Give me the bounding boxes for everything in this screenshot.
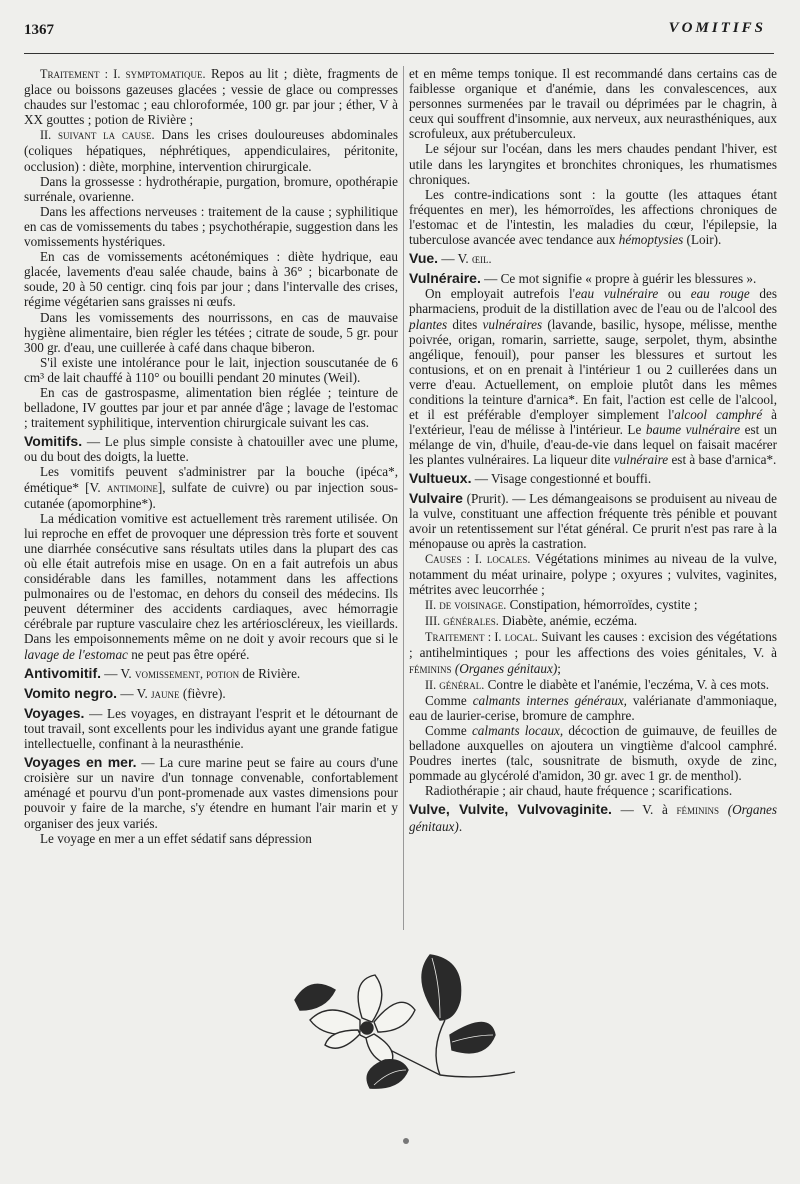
paragraph [409, 597, 777, 613]
text: ou [667, 286, 682, 302]
right-column [409, 66, 777, 834]
paragraph: et en même temps tonique. Il est recommandé dans certains cas de faiblesse organique et d'anémie, dans les convalescences, aux personnes surmenées par le travail ou déprimées par le chagrin, à ceux qui souffrent d'insomnie, aux nerveux, aux neurasthéniques, aux scrofuleux, aux prétuberculeux. [409, 66, 777, 142]
text: — V. [104, 665, 132, 681]
paragraph: Radiothérapie ; air chaud, haute fréquence ; scarifications. [425, 783, 733, 799]
italic-text: vulnéraires [482, 316, 543, 332]
italic-text: (Organes génitaux) [454, 660, 558, 676]
text: Constipation, hémorroïdes, cystite ; [509, 597, 698, 613]
italic-text: lavage de l'estomac [24, 646, 128, 662]
paragraph: Le voyage en mer a un effet sédatif sans dépression [40, 830, 312, 846]
text: à l'extérieur, l'eau de mélisse à l'intérieur. Le [409, 407, 777, 438]
section-label: II. général. [425, 677, 485, 692]
text: — V. [441, 251, 469, 267]
paragraph: Le séjour sur l'océan, dans les mers chaudes pendant l'hiver, est utile dans les laryngites et bronchites chroniques, les rhumatismes chroniques. [409, 141, 777, 187]
headword: Vomitifs. [24, 433, 83, 450]
leaf [367, 1060, 408, 1088]
running-head: VOMITIFS [668, 20, 766, 36]
text: Végétations minimes au niveau de la vulve, notamment du méat urinaire, polype ; oxyures ; vulvites, vaginites, métrites avec leucorrhée ; [409, 550, 777, 598]
text: — V. [120, 685, 148, 701]
text: La médication vomitive est actuellement très rarement utilisée. On lui reproche en effet de provoquer une dépression très forte et souvent une diarrhée consécutive sans résultats utiles dans la plupart des cas où elle était autrefois mise en usage. On en a fait autrefois un abus considérable dans les familles, notamment dans les affections pulmonaires ou de l'estomac, en dehors du conseil des médecins. Ils peuvent déterminer des accidents cardiaques, avec hémorragie cérébrale par rupture vasculaire chez les artérioscléreux, les vieillards. Dans les empoisonnements même on ne doit y avoir recours que si le [24, 510, 398, 647]
headword: Vulve, Vulvite, Vulvovaginite. [409, 801, 612, 818]
column-divider [403, 66, 404, 930]
left-column [24, 66, 398, 846]
paragraph-text: Dans les crises douloureuses abdominales (coliques hépatiques, néphrétiques, appendiculaires, péritonite, occlusion) : diète, morphine, intervention chirurgicale. [24, 127, 398, 174]
headword: Antivomitif. [24, 664, 101, 681]
headword: Vultueux. [409, 470, 472, 487]
flower-center [361, 1022, 373, 1034]
italic-text: plantes [409, 316, 448, 332]
text: de Rivière. [242, 665, 301, 681]
paragraph: Dans les vomissements des nourrissons, en cas de mauvaise hygiène alimentaire, bien régler les tétées ; citrate de soude, 5 gr. pour 300 gr. d'eau, une cuillerée à café dans chaque biberon. [24, 309, 398, 355]
paragraph [409, 723, 777, 783]
headword: Voyages en mer. [24, 754, 137, 771]
italic-text: eau vulnéraire [575, 286, 659, 302]
leaf [450, 1023, 495, 1053]
text: est un mélange de vin, d'huile, d'eau-de-vie dans lequel on faisait macérer les plantes vulnéraires. La liqueur dite [409, 422, 778, 468]
italic-text: vulnéraire [613, 452, 669, 468]
section-label: Causes : I. locales. [425, 551, 531, 566]
paragraph: Dans la grossesse : hydrothérapie, purgation, bromure, opothérapie surrénale, ovarienne. [24, 173, 398, 204]
paragraph [24, 127, 398, 173]
italic-text: (Organes génitaux) [409, 802, 778, 834]
italic-text: calmants locaux, [471, 722, 564, 738]
paragraph: Dans les affections nerveuses : traitement de la cause ; syphilitique en cas de vomissements du tabes ; psychothérapie, suggestion dans les vomissements hystériques. [24, 203, 398, 250]
petal [358, 975, 382, 1022]
section-label: II. de voisinage. [425, 598, 507, 613]
text: ], sulfate de cuivre) ou par injection sous-cutanée (apomorphine*). [24, 479, 399, 511]
text: ; [557, 660, 561, 676]
section-label: Traitement : I. local. [425, 630, 538, 645]
section-label: II. suivant la cause. [40, 128, 155, 143]
paragraph [409, 286, 777, 467]
entry-text: — La cure marine peut se faire au cours d'une croisière sur un navire d'un tonnage convenable, confortablement aménagé et pourvu d'un pont-promenade aux vastes dimensions pour pouvoir y faire de la marche, s'y étendre en humant l'air marin et y organiser des jeux variés. [24, 755, 398, 831]
floral-ornament-icon [290, 940, 520, 1090]
cross-reference: jaune [151, 686, 180, 701]
cross-reference: vomissement, potion [134, 666, 240, 681]
entry-text: — Visage congestionné et bouffi. [474, 471, 652, 487]
text: Comme [425, 692, 467, 708]
text: Les contre-indications sont : la goutte (les attaques étant fréquentes en mer), les hémorroïdes, les affections chroniques de l'estomac et de l'intestin, les maladies du cœur, l'épilepsie, la tuberculose avancée avec tendance aux [409, 186, 777, 248]
text: Diabète, anémie, eczéma. [502, 613, 638, 629]
text: Suivant les causes : excision des végétations ; antihelmintiques ; pour les affections des voies génitales, V. à [409, 629, 777, 661]
text: (fièvre). [182, 685, 226, 701]
paragraph: En cas de gastrospasme, alimentation bien réglée ; teinture de belladone, IV gouttes par jour et par année d'âge ; lavage de l'estomac ; traitement syphilitique, intervention chirurgicale suivant les cas. [24, 384, 398, 431]
entry-vomito-negro [24, 686, 398, 702]
paragraph [24, 511, 398, 662]
paragraph [409, 677, 777, 693]
paragraph [409, 629, 777, 676]
text: (lavande, basilic, hysope, mélisse, menthe poivrée, origan, romarin, sarriette, sauge, serpolet, thym, absinthe angélique, fenouil), pour panser les blessures et surtout les contusions, et on en prenait à l'intérieur 1 ou 2 cuillerées dans un verre d'eau. Actuellement, on emploie plutôt dans les mêmes conditions la teinture d'arnica*. En fait, l'action est celle de l'alcool, et il est préférable d'employer simplement l' [409, 316, 777, 423]
paragraph: S'il existe une intolérance pour le lait, injection souscutanée de 6 cm³ de lait chauffé à 110° ou bouilli pendant 20 minutes (Weil). [24, 354, 398, 385]
text: Les vomitifs peuvent s'administrer par la bouche (ipéca*, émétique* [V. [24, 464, 398, 495]
paragraph [24, 66, 398, 127]
headword: Vulnéraire. [409, 270, 481, 287]
text: (Loir). [686, 232, 722, 248]
text: On employait autrefois l' [425, 286, 576, 302]
entry-vulvaire [409, 491, 777, 551]
text: est à base d'arnica*. [671, 452, 777, 468]
cross-reference: œil. [472, 252, 492, 267]
text: valérianate d'ammoniaque, eau de laurier-cerise, bromure de camphre. [409, 692, 778, 723]
entry-voyages [24, 706, 398, 751]
headword: Vomito negro. [24, 684, 118, 701]
entry-antivomitif [24, 666, 398, 682]
section-label: Traitement : I. symptomatique. [40, 67, 206, 81]
text: . [458, 818, 463, 834]
entry-text: — Les voyages, en distrayant l'esprit et le détournant de tout travail, sont excellents pour les individus ayant une grande fatigue intellectuelle, confinant à la neurasthénie. [24, 705, 398, 752]
text: des pharmaciens, produit de la distillation avec de l'eau ou de l'alcool des [409, 286, 777, 317]
cross-reference: féminins [409, 661, 452, 676]
paragraph [24, 464, 398, 510]
header-rule [24, 53, 774, 54]
paragraph: En cas de vomissements acétonémiques : diète hydrique, eau glacée, lavements d'eau salée chaude, bains à 36° ; bicarbonate de soude, 20 à 50 centigr. cinq fois par jour ; dans l'intervalle des crises, régime végétarien sans graisses ni œufs. [24, 249, 398, 310]
entry-voyages-en-mer [24, 755, 398, 830]
paragraph [409, 693, 777, 723]
page-number: 1367 [24, 22, 54, 38]
entry-vomitifs [24, 434, 398, 464]
text: — V. à [620, 802, 668, 818]
leaf [295, 984, 335, 1010]
italic-text: hémoptysies [618, 232, 684, 248]
text: dites [452, 316, 478, 332]
headword: Vulvaire [409, 489, 463, 506]
italic-text: baume vulnéraire [645, 422, 741, 438]
cross-reference: antimoine [106, 480, 158, 495]
text: décoction de guimauve, de feuilles de belladone auxquelles on ajoutera un vingtième d'alcool camphré. Poudres inertes (talc, sousnitrate de bismuth, oxyde de zinc, pommade au glycérolé d'amidon, 30 gr. avec 1 gr. de menthol). [409, 722, 777, 784]
section-label: III. générales. [425, 614, 499, 629]
entry-text: — Le plus simple consiste à chatouiller avec une plume, ou du bout des doigts, la luette. [24, 434, 398, 465]
paragraph [409, 551, 777, 597]
entry-vulneraire [409, 271, 777, 286]
headword: Vue. [409, 250, 439, 267]
italic-text: calmants internes généraux, [472, 692, 627, 708]
entry-text: — Ce mot signifie « propre à guérir les blessures ». [484, 271, 757, 287]
entry-text: (Prurit). — Les démangeaisons se produisent au niveau de la vulve, constituant une affection fréquente très pénible et pouvant avoir un retentissement sur l'état général. Ce prurit n'est pas rare à la ménopause ou après la castration. [409, 490, 778, 551]
entry-vue [409, 251, 777, 267]
italic-text: alcool camphré [674, 407, 763, 423]
stem [436, 1020, 445, 1075]
cross-reference: féminins [676, 803, 720, 818]
paragraph [409, 613, 777, 629]
entry-vultueux [409, 471, 777, 486]
print-mark [403, 1138, 409, 1144]
entry-vulve [409, 802, 777, 833]
text: Contre le diabète et l'anémie, l'eczéma, V. à ces mots. [487, 676, 770, 692]
paragraph-text: Repos au lit ; diète, fragments de glace ou boissons gazeuses glacées ; vessie de glace ou compresses chaudes sur l'estomac ; eau chloroformée, 100 gr. par jour ; éther, V à XX gouttes ; potion de Rivière ; [24, 66, 398, 128]
headword: Voyages. [24, 704, 85, 721]
italic-text: eau rouge [690, 286, 750, 302]
text: Comme [425, 722, 467, 738]
text: ne peut pas être opéré. [131, 646, 250, 662]
leaf [422, 955, 461, 1020]
paragraph [409, 187, 777, 247]
